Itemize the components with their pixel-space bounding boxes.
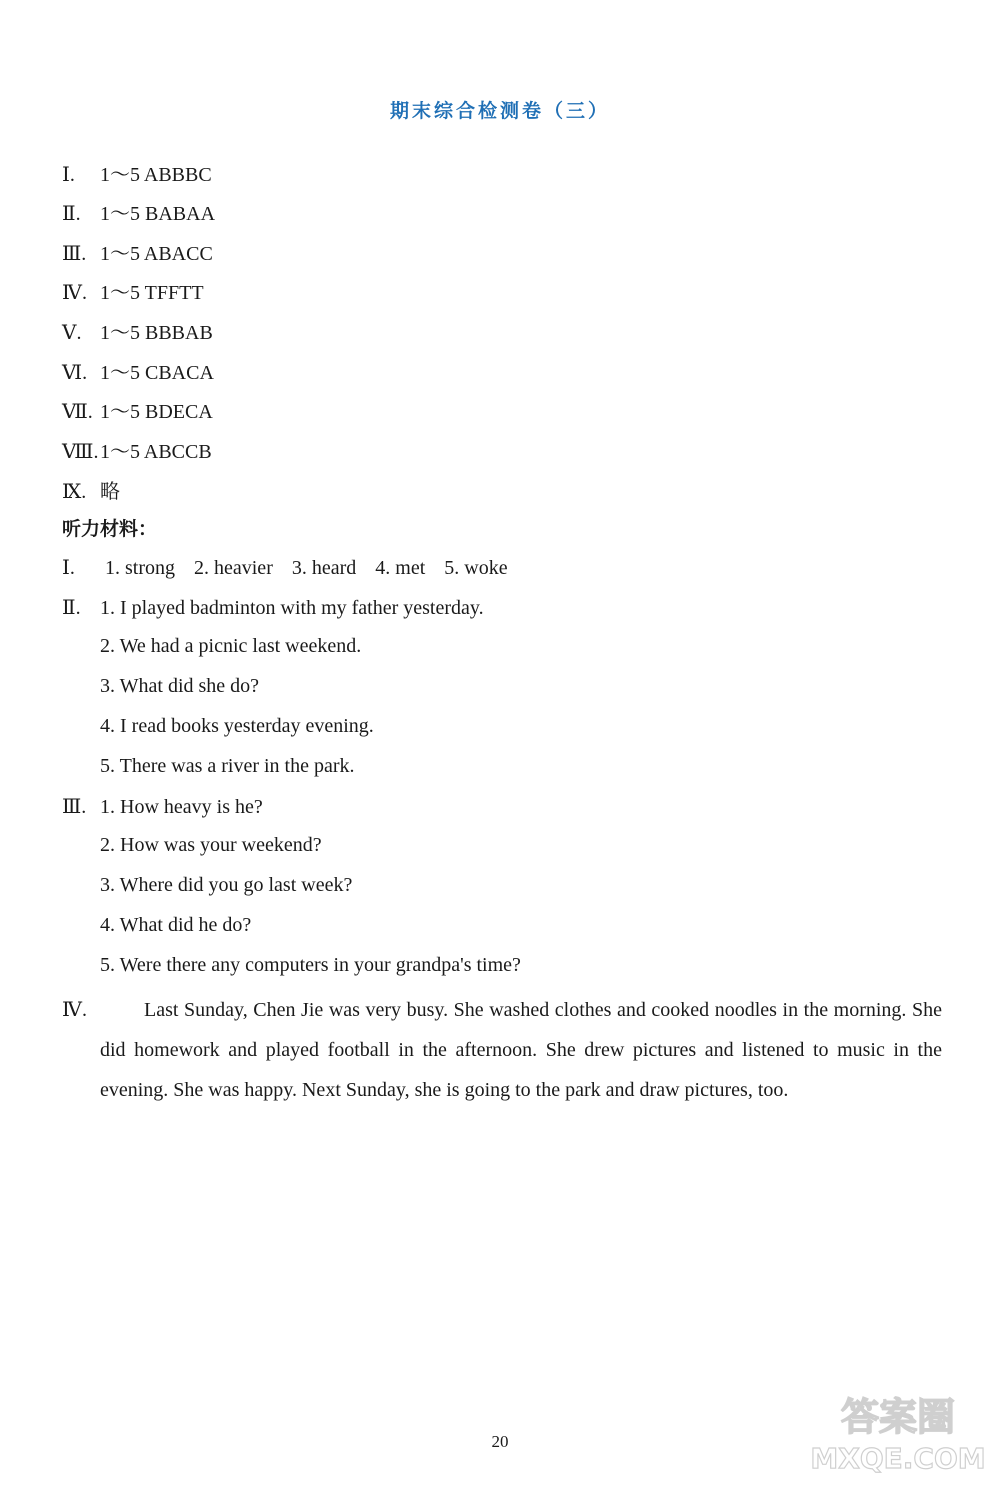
roman-numeral: Ⅰ. — [62, 164, 75, 186]
word-item: 2. heavier — [194, 557, 273, 579]
listening-paragraph: Last Sunday, Chen Jie was very busy. She washed clothes and cooked noodles in the morning. She did homework and played football in the afternoon. She drew pictures and listened to music in the evening. She was happy. Next Sunday, she is going to the park and draw pictures, too. — [100, 999, 942, 1101]
roman-numeral: Ⅰ. — [62, 557, 75, 579]
answer-text: 1～5 BABAA — [100, 203, 216, 225]
word-item: 1. strong — [105, 557, 175, 579]
answer-line — [62, 435, 212, 464]
answer-text: 1～5 BBBAB — [100, 322, 213, 344]
page-title: 期末综合检测卷（三） — [389, 100, 610, 122]
listening-section-2 — [62, 595, 484, 620]
roman-numeral: Ⅶ. — [62, 401, 93, 423]
svg-text:MXQE.COM: MXQE.COM — [810, 1442, 986, 1475]
sentence-item: 2. How was your weekend? — [100, 834, 322, 856]
roman-numeral: Ⅲ. — [62, 243, 87, 265]
answer-text: 1～5 ABCCB — [100, 441, 212, 463]
roman-numeral: Ⅱ. — [62, 203, 81, 225]
sentence-item: 1. I played badminton with my father yesterday. — [100, 597, 484, 619]
answer-text: 1～5 BDECA — [100, 401, 213, 423]
answer-line — [62, 197, 215, 226]
watermark-logo — [806, 1388, 986, 1478]
word-item: 3. heard — [291, 557, 357, 579]
answer-text: 1～5 ABACC — [100, 243, 213, 265]
sentence-item: 4. What did he do? — [100, 914, 252, 936]
answer-text: 1～5 TFFTT — [100, 282, 204, 304]
answer-line — [62, 237, 213, 266]
answer-line — [62, 276, 204, 305]
svg-text:答案圈: 答案圈 — [840, 1395, 956, 1439]
word-item: 4. met — [375, 557, 426, 579]
answer-line — [62, 475, 120, 504]
roman-numeral: Ⅸ. — [62, 481, 87, 503]
answer-line — [62, 316, 213, 345]
sentence-item: 2. We had a picnic last weekend. — [100, 635, 362, 657]
answer-text: 1～5 CBACA — [100, 362, 214, 384]
sentence-item: 3. What did she do? — [100, 675, 260, 697]
listening-heading: 听力材料： — [62, 518, 158, 540]
roman-numeral: Ⅳ. — [62, 999, 87, 1021]
sentence-item: 5. Were there any computers in your grandpa's time? — [100, 954, 521, 976]
word-item: 5. woke — [444, 557, 508, 579]
answer-line — [62, 158, 212, 187]
sentence-item: 1. How heavy is he? — [100, 796, 263, 818]
listening-section-1 — [62, 555, 522, 580]
answer-line — [62, 356, 214, 385]
sentence-item: 3. Where did you go last week? — [100, 874, 353, 896]
roman-numeral: Ⅳ. — [62, 282, 87, 304]
roman-numeral: Ⅲ. — [62, 796, 87, 818]
roman-numeral: Ⅱ. — [62, 597, 81, 619]
answer-text: 略 — [100, 481, 120, 503]
answer-line — [62, 395, 213, 424]
page-number: 20 — [491, 1432, 509, 1451]
sentence-item: 4. I read books yesterday evening. — [100, 715, 374, 737]
roman-numeral: Ⅷ. — [62, 441, 99, 463]
sentence-item: 5. There was a river in the park. — [100, 755, 355, 777]
answer-text: 1～5 ABBBC — [100, 164, 212, 186]
roman-numeral: Ⅴ. — [62, 322, 82, 344]
roman-numeral: Ⅵ. — [62, 362, 88, 384]
listening-section-3 — [62, 794, 263, 819]
